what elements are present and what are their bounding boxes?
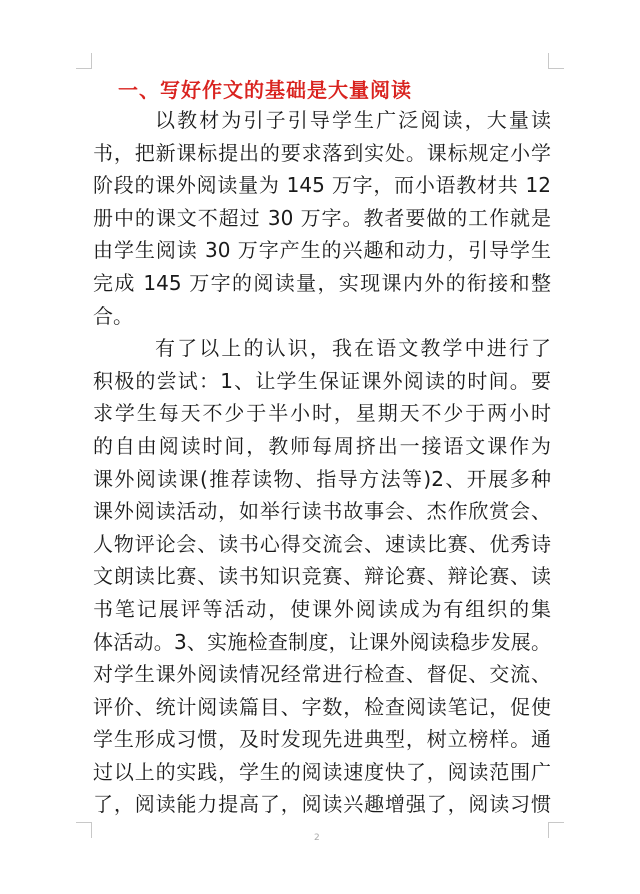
text-line: 过以上的实践，学生的阅读速度快了，阅读范围广 [93,759,551,784]
text-line: 体活动。3、实施检查制度，让课外阅读稳步发展。 [93,629,551,654]
document-body [93,104,551,821]
text-line: 文朗读比赛、读书知识竞赛、辩论赛、辩论赛、读 [93,564,551,589]
paragraph-1 [93,104,551,332]
page-corner-mark-top-left [76,53,92,69]
text-line: 评价、统计阅读篇目、字数，检查阅读笔记，促使 [93,694,551,719]
page-corner-mark-bottom-left [76,822,92,838]
text-line: 课外阅读活动，如举行读书故事会、杰作欣赏会、 [93,499,551,524]
text-line: 的自由阅读时间，教师每周挤出一接语文课作为 [93,433,551,458]
text-line: 课外阅读课(推荐读物、指导方法等)2、开展多种 [93,466,551,491]
text-line: 求学生每天不少于半小时，星期天不少于两小时 [93,401,551,426]
section-heading: 一、写好作文的基础是大量阅读 [118,78,412,102]
text-line: 书笔记展评等活动，使课外阅读成为有组织的集 [93,596,551,621]
text-line: 对学生课外阅读情况经常进行检查、督促、交流、 [93,662,551,687]
paragraph-2 [93,332,551,821]
text-line: 学生形成习惯，及时发现先进典型，树立榜样。通 [93,727,551,752]
page-number: 2 [314,833,320,843]
text-line: 有了以上的认识，我在语文教学中进行了 [155,336,551,361]
text-line: 由学生阅读 30 万字产生的兴趣和动力，引导学生 [93,238,551,263]
text-line: 了，阅读能力提高了，阅读兴趣增强了，阅读习惯 [93,792,551,817]
text-line: 积极的尝试：1、让学生保证课外阅读的时间。要 [93,368,551,393]
text-line: 完成 145 万字的阅读量，实现课内外的衔接和整 [93,270,551,295]
text-line: 书，把新课标提出的要求落到实处。课标规定小学 [93,140,551,165]
text-line: 阶段的课外阅读量为 145 万字，而小语教材共 12 [93,173,551,198]
text-line: 合。 [93,303,133,328]
page-corner-mark-top-right [548,53,564,69]
text-line: 册中的课文不超过 30 万字。教者要做的工作就是 [93,205,551,230]
page-corner-mark-bottom-right [548,822,564,838]
text-line: 以教材为引子引导学生广泛阅读，大量读 [155,108,551,132]
text-line: 人物评论会、读书心得交流会、速读比赛、优秀诗 [93,531,551,556]
